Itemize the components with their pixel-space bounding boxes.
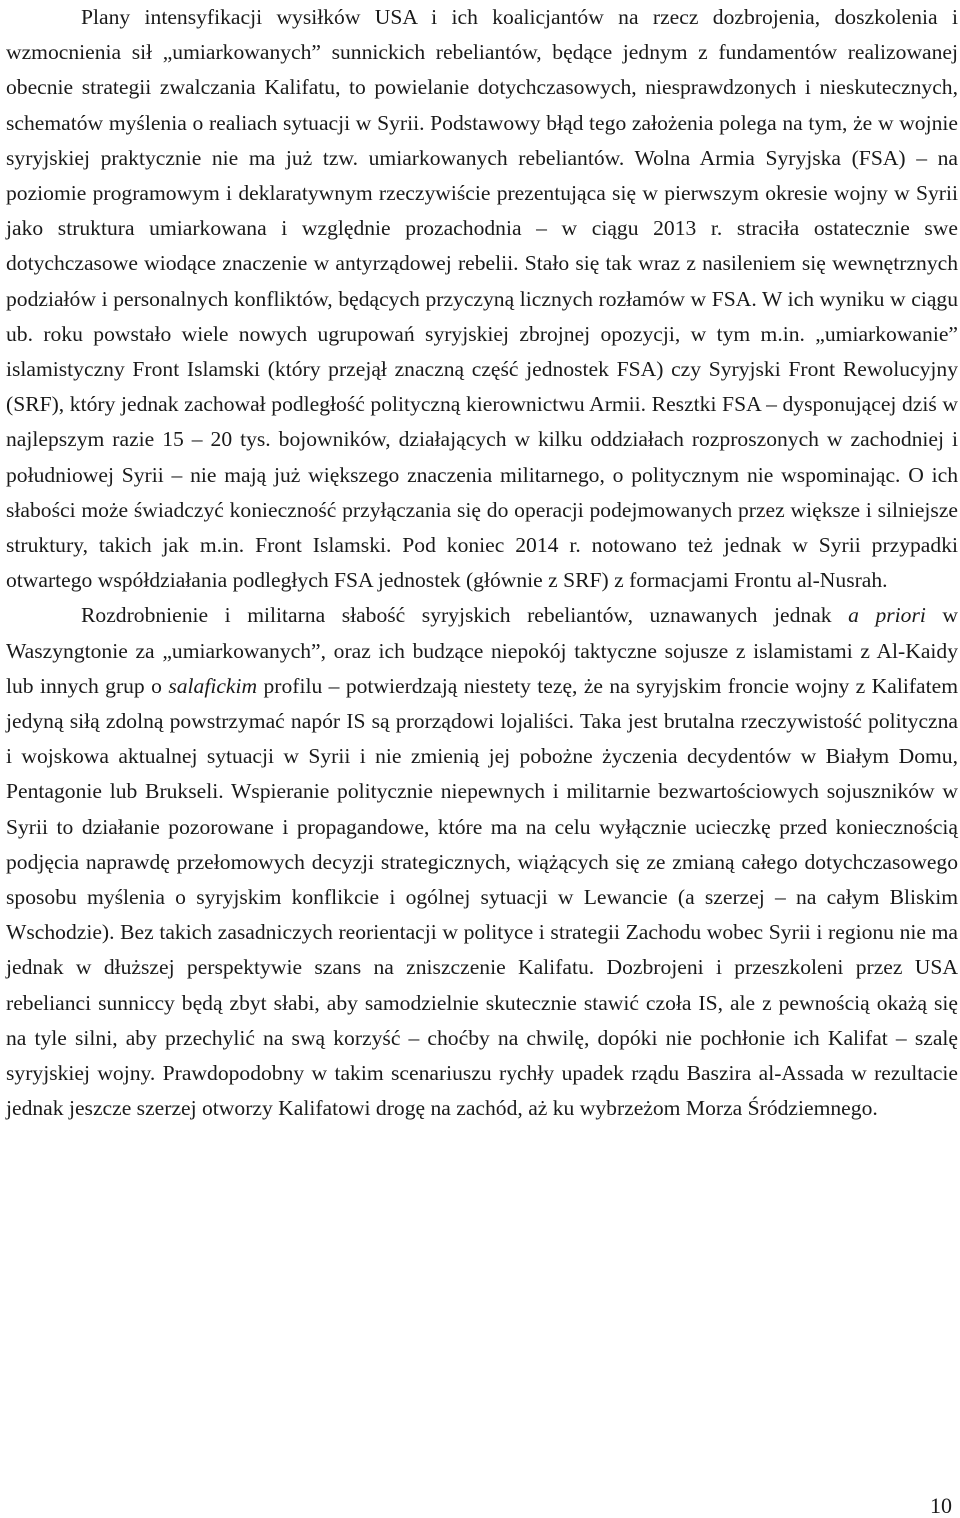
- page-number: 10: [930, 1493, 952, 1518]
- text-run: w Waszyngtonie za „umiarkowanych”, oraz ich budzące niepokój taktyczne sojusze z islamistami z Al-Kaidy lub innych grup o: [6, 603, 958, 698]
- italic-text-run: salafickim: [168, 673, 258, 698]
- paragraph-1: [6, 0, 958, 598]
- body-text: [6, 0, 958, 1127]
- text-run: Rozdrobnienie i militarna słabość syryjskich rebeliantów, uznawanych jednak: [81, 603, 849, 628]
- text-run: profilu – potwierdzają niestety tezę, że na syryjskim froncie wojny z Kalifatem jedyną siłą zdolną powstrzymać napór IS są prorządowi lojaliści. Taka jest brutalna rzeczywistość polityczna i wojskowa aktualnej sytuacji w Syrii i nie zmienią jej pobożne życzenia decydentów w Białym Domu, Pentagonie lub Brukseli. Wspieranie politycznie niepewnych i militarnie bezwartościowych sojuszników w Syrii to działanie pozorowane i propagandowe, które ma na celu wyłącznie ucieczkę przed koniecznością podjęcia naprawdę przełomowych decyzji strategicznych, wiążących się ze zmianą całego dotychczasowego sposobu myślenia o syryjskim konflikcie i ogólnej sytuacji w Lewancie (a szerzej – na całym Bliskim Wschodzie). Bez takich zasadniczych reorientacji w polityce i strategii Zachodu wobec Syrii i regionu nie ma jednak w dłuższej perspektywie szans na zniszczenie Kalifatu. Dozbrojeni i przeszkoleni przez USA rebelianci sunniccy będą zbyt słabi, aby samodzielnie skutecznie stawić czoła IS, ale z pewnością okażą się na tyle silni, aby przechylić na swą korzyść – choćby na chwilę, dopóki nie pochłonie ich Kalifat – szalę syryjskiej wojny. Prawdopodobny w takim scenariuszu rychły upadek rządu Baszira al-Assada w rezultacie jednak jeszcze szerzej otworzy Kalifatowi drogę na zachód, aż ku wybrzeżom Morza Śródziemnego.: [6, 673, 958, 1121]
- text-run: Plany intensyfikacji wysiłków USA i ich koalicjantów na rzecz dozbrojenia, doszkolenia i wzmocnienia sił „umiarkowanych” sunnickich rebeliantów, będące jednym z fundamentów realizowanej obecnie strategii zwalczania Kalifatu, to powielanie dotychczasowych, niesprawdzonych i nieskutecznych, schematów myślenia o realiach sytuacji w Syrii. Podstawowy błąd tego założenia polega na tym, że w wojnie syryjskiej praktycznie nie ma już tzw. umiarkowanych rebeliantów. Wolna Armia Syryjska (FSA) – na poziomie programowym i deklaratywnym rzeczywiście prezentująca się w pierwszym okresie wojny w Syrii jako struktura umiarkowana i względnie prozachodnia – w ciągu 2013 r. straciła ostatecznie swe dotychczasowe wiodące znaczenie w antyrządowej rebelii. Stało się tak wraz z nasileniem się wewnętrznych podziałów i personalnych konfliktów, będących przyczyną licznych rozłamów w FSA. W ich wyniku w ciągu ub. roku powstało wiele nowych ugrupowań syryjskiej zbrojnej opozycji, w tym m.in. „umiarkowanie” islamistyczny Front Islamski (który przejął znaczną część jednostek FSA) czy Syryjski Front Rewolucyjny (SRF), który jednak zachował podległość polityczną kierownictwu Armii. Resztki FSA – dysponującej dziś w najlepszym razie 15 – 20 tys. bojowników, działających w kilku oddziałach rozproszonych w zachodniej i południowej Syrii – nie mają już większego znaczenia militarnego, o politycznym nie wspominając. O ich słabości może świadczyć konieczność przyłączania się do operacji podejmowanych przez większe i silniejsze struktury, takich jak m.in. Front Islamski. Pod koniec 2014 r. notowano też jednak w Syrii przypadki otwartego współdziałania podległych FSA jednostek (głównie z SRF) z formacjami Frontu al-Nusrah.: [6, 5, 958, 593]
- paragraph-2: [6, 598, 958, 1126]
- italic-text-run: a priori: [848, 603, 926, 628]
